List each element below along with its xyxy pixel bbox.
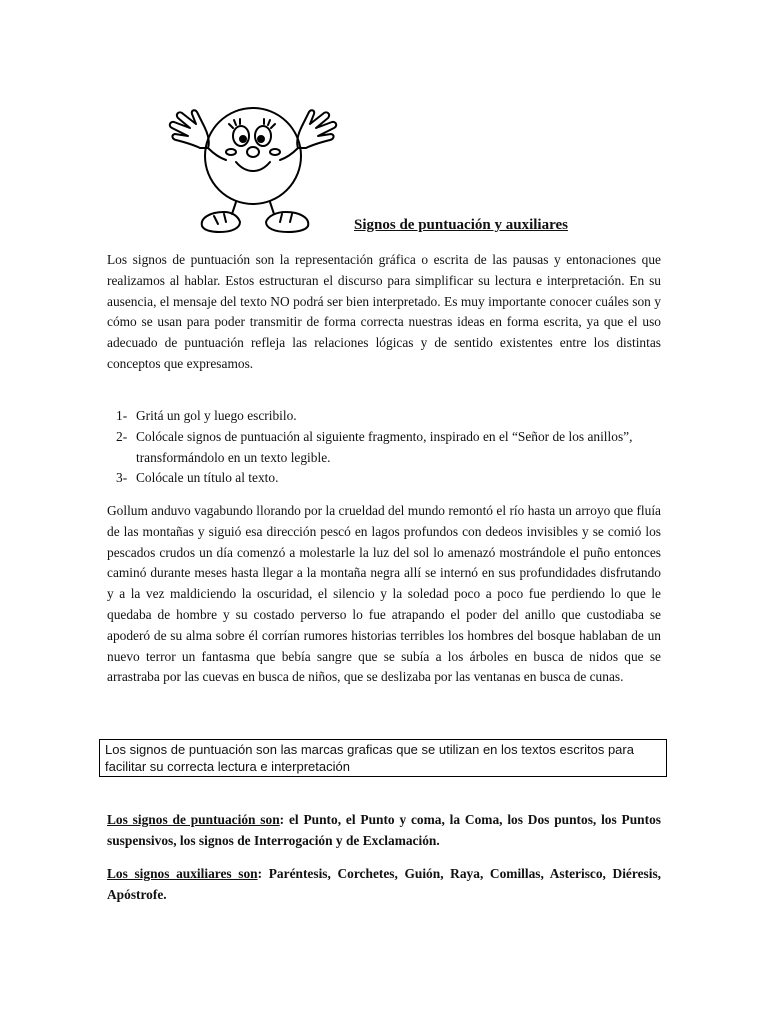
list-item-number: 3-	[116, 470, 128, 486]
instruction-list	[107, 406, 661, 489]
list-item-text: Colócale un título al texto.	[136, 470, 279, 486]
document-title: Signos de puntuación y auxiliares	[354, 217, 568, 233]
puntuacion-paragraph	[107, 810, 661, 852]
list-item	[107, 468, 661, 489]
smiling-ball-character-icon	[162, 86, 348, 236]
list-item-number: 2-	[116, 428, 128, 444]
story-paragraph: Gollum anduvo vagabundo llorando por la crueldad del mundo remontó el río hasta un arroyo que fluía de las montañas y siguió esa dirección pescó en lagos profundos con dedeos invisibles y se comió los pescados crudos un día comenzó a molestarle la luz del sol lo amenazó mostrándole el puño entonces caminó durante meses hasta llegar a la montaña negra allí se internó en sus profundidades disfrutando y a la vez maldiciendo la oscuridad, el silencio y la soledad poco a poco fue perdiendo lo que le quedaba de hombre y su costado perverso lo fue atrapando el poder del anillo que custodiaba se apoderó de su alma sobre él corrían rumores historias terribles los hombres del bosque hablaban de un nuevo terror un fantasma que bebía sangre que se subía a los árboles en busca de nidos que se arrastraba por las cuevas en busca de niños, que se deslizaba por las ventanas en busca de cunas.	[107, 503, 661, 685]
list-item-text: Gritá un gol y luego escribilo.	[136, 408, 297, 423]
puntuacion-label: Los signos de puntuación son	[107, 812, 280, 827]
puntuacion-colon: :	[279, 812, 285, 827]
list-item-text: Colócale signos de puntuación al siguiente fragmento, inspirado en el “Señor de los anillos”, transformándolo en un texto legible.	[136, 428, 633, 465]
list-item	[107, 427, 661, 469]
puntuacion-list: el Punto, el Punto y coma, la Coma, los Dos puntos, los Puntos suspensivos, los signos de Interrogación y de Exclamación.	[107, 812, 661, 848]
auxiliares-paragraph	[107, 864, 661, 906]
definition-box: Los signos de puntuación son las marcas graficas que se utilizan en los textos escritos para facilitar su correcta lectura e interpretación	[99, 739, 667, 777]
auxiliares-label: Los signos auxiliares son	[107, 866, 258, 881]
list-item-number: 1-	[116, 408, 128, 423]
intro-paragraph: Los signos de puntuación son la representación gráfica o escrita de las pausas y entonaciones que realizamos al hablar. Estos estructuran el discurso para simplificar su lectura e interpretación. En su ausencia, el mensaje del texto NO podrá ser bien interpretado. Es muy importante conocer cuáles son y cómo se usan para poder transmitir de forma correcta nuestras ideas en forma escrita, ya que el uso adecuado de puntuación refleja las relaciones lógicas y de sentido existentes entre los distintas conceptos que expresamos.	[107, 252, 661, 371]
auxiliares-colon: :	[257, 866, 263, 881]
list-item	[107, 406, 661, 427]
auxiliares-list: Paréntesis, Corchetes, Guión, Raya, Comillas, Asterisco, Diéresis, Apóstrofe.	[107, 866, 662, 902]
